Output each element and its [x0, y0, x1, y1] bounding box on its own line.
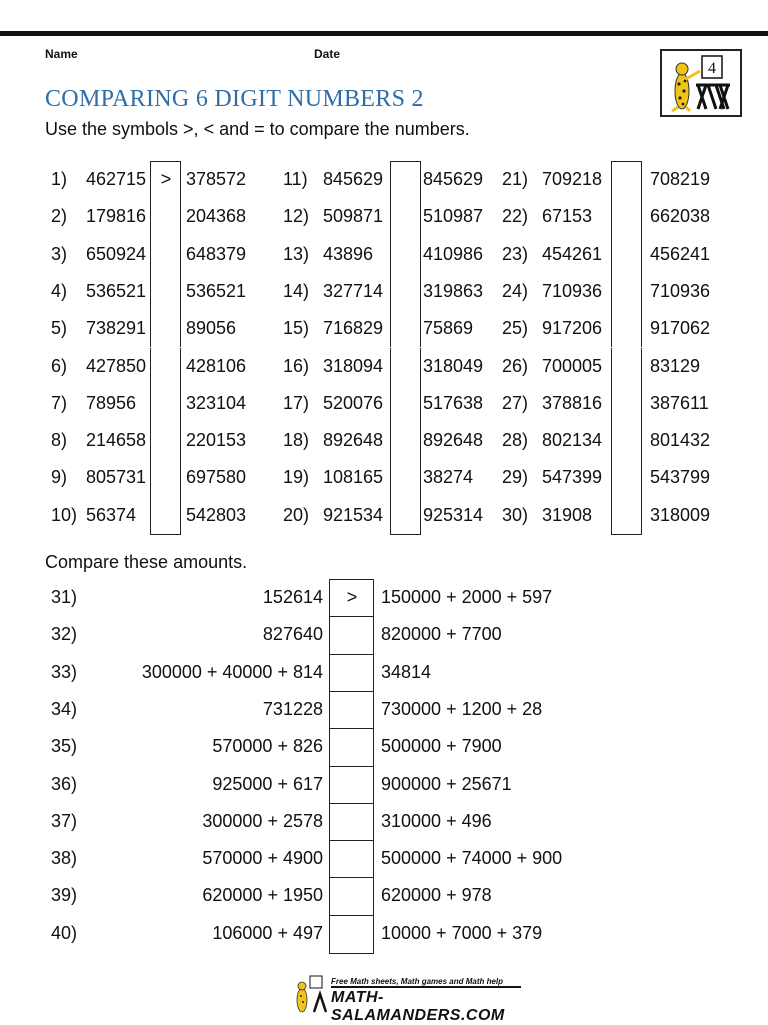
instructions: Use the symbols >, < and = to compare the numbers.: [45, 119, 470, 139]
problem-right-number: 510987: [423, 206, 484, 227]
problem-number: 26): [502, 355, 529, 376]
problem-number: 1): [51, 169, 68, 189]
amount-answer-box[interactable]: [329, 840, 374, 878]
amount-number: 36): [51, 773, 78, 794]
problem-number: 4): [51, 280, 68, 301]
problem-right-number: 319863: [423, 280, 484, 301]
problem-left-number: 709218: [542, 169, 603, 189]
problem-number: 12): [283, 206, 310, 227]
amount-left-expression: 300000 + 2578: [202, 810, 323, 831]
amount-number: 38): [51, 848, 78, 869]
problem-number: 27): [502, 392, 529, 413]
amount-number: 35): [51, 736, 78, 757]
problem-left-number: 892648: [323, 430, 384, 451]
amount-right-expression: 900000 + 25671: [381, 773, 512, 794]
footer-salamander-icon: [290, 974, 330, 1016]
logo-digit: 4: [708, 60, 716, 77]
footer-tagline: Free Math sheets, Math games and Math help: [331, 977, 504, 986]
problem-left-number: 43896: [323, 243, 374, 264]
problem-number: 21): [502, 169, 529, 189]
amount-left-expression: 106000 + 497: [212, 922, 323, 943]
answer-box[interactable]: [611, 198, 642, 235]
problem-number: 18): [283, 430, 310, 451]
problem-right-number: 845629: [423, 169, 484, 189]
answer-box[interactable]: [611, 459, 642, 496]
amount-answer-box[interactable]: [329, 877, 374, 915]
answer-box[interactable]: [390, 198, 421, 235]
footer: [290, 974, 530, 1024]
answer-box[interactable]: [390, 348, 421, 385]
problem-right-number: 75869: [423, 318, 474, 339]
problem-number: 16): [283, 355, 310, 376]
problem-right-number: 648379: [186, 243, 247, 264]
problem-number: 7): [51, 392, 68, 413]
amount-left-expression: 620000 + 1950: [202, 885, 323, 906]
amount-right-expression: 620000 + 978: [381, 885, 492, 906]
problem-number: 24): [502, 280, 529, 301]
problem-right-number: 801432: [650, 430, 711, 451]
amount-answer-box[interactable]: [329, 766, 374, 804]
name-label: Name: [45, 47, 78, 61]
answer-symbol: >: [160, 169, 172, 189]
problem-number: 9): [51, 467, 68, 488]
problem-right-number: 428106: [186, 355, 247, 376]
problem-number: 25): [502, 318, 529, 339]
amount-right-expression: 310000 + 496: [381, 810, 492, 831]
problem-left-number: 179816: [86, 206, 147, 227]
amount-left-expression: 152614: [262, 587, 323, 607]
answer-box[interactable]: [390, 161, 421, 199]
problem-left-number: 802134: [542, 430, 603, 451]
problem-left-number: 710936: [542, 280, 603, 301]
answer-box[interactable]: [611, 422, 642, 459]
problem-right-number: 917062: [650, 318, 711, 339]
problem-number: 20): [283, 504, 310, 525]
amount-answer-box[interactable]: [329, 691, 374, 729]
amount-number: 39): [51, 885, 78, 906]
problem-right-number: 410986: [423, 243, 484, 264]
answer-box[interactable]: [390, 459, 421, 496]
problem-number: 30): [502, 504, 529, 525]
amount-number: 31): [51, 587, 78, 607]
problem-left-number: 520076: [323, 392, 384, 413]
problem-right-number: 710936: [650, 280, 711, 301]
problem-number: 5): [51, 318, 68, 339]
problem-right-number: 697580: [186, 467, 247, 488]
amount-number: 33): [51, 661, 78, 682]
amount-answer-box[interactable]: [329, 616, 374, 654]
amount-left-expression: 731228: [262, 698, 323, 719]
answer-box[interactable]: [150, 273, 181, 310]
amount-number: 32): [51, 624, 78, 645]
problem-right-number: 542803: [186, 504, 247, 525]
problem-number: 10): [51, 504, 78, 525]
amount-right-expression: 500000 + 7900: [381, 736, 502, 757]
footer-divider: [331, 986, 521, 988]
problem-left-number: 700005: [542, 355, 603, 376]
problem-right-number: 378572: [186, 169, 247, 189]
problem-number: 29): [502, 467, 529, 488]
problem-left-number: 378816: [542, 392, 603, 413]
amount-answer-symbol: >: [346, 587, 358, 607]
problem-number: 28): [502, 430, 529, 451]
problem-right-number: 323104: [186, 392, 247, 413]
amount-left-expression: 925000 + 617: [212, 773, 323, 794]
answer-box[interactable]: [390, 273, 421, 310]
answer-box[interactable]: [150, 422, 181, 459]
problem-left-number: 318094: [323, 355, 384, 376]
answer-box[interactable]: [611, 497, 642, 535]
problem-left-number: 917206: [542, 318, 603, 339]
problem-left-number: 650924: [86, 243, 147, 264]
amount-right-expression: 150000 + 2000 + 597: [381, 587, 553, 607]
amount-answer-box[interactable]: [329, 728, 374, 766]
problem-left-number: 56374: [86, 504, 137, 525]
problem-right-number: 220153: [186, 430, 247, 451]
problem-right-number: 925314: [423, 504, 484, 525]
answer-box[interactable]: [390, 310, 421, 347]
answer-box[interactable]: [150, 348, 181, 385]
problem-number: 14): [283, 280, 310, 301]
amount-number: 40): [51, 922, 78, 943]
problem-left-number: 327714: [323, 280, 384, 301]
problem-number: 23): [502, 243, 529, 264]
problem-left-number: 462715: [86, 169, 147, 189]
problem-right-number: 517638: [423, 392, 484, 413]
problem-left-number: 454261: [542, 243, 603, 264]
footer-site: MATH-SALAMANDERS.COM: [331, 989, 505, 1024]
answer-box[interactable]: [150, 236, 181, 273]
problem-left-number: 214658: [86, 430, 147, 451]
amount-left-expression: 570000 + 826: [212, 736, 323, 757]
answer-box[interactable]: [390, 422, 421, 459]
problem-right-number: 38274: [423, 467, 474, 488]
problem-left-number: 427850: [86, 355, 147, 376]
problem-number: 6): [51, 355, 68, 376]
answer-box[interactable]: [611, 348, 642, 385]
problem-number: 8): [51, 430, 68, 451]
answer-box[interactable]: [611, 273, 642, 310]
answer-box[interactable]: [611, 385, 642, 422]
amount-right-expression: 820000 + 7700: [381, 624, 502, 645]
amount-answer-box[interactable]: [329, 915, 374, 954]
problem-right-number: 89056: [186, 318, 237, 339]
problem-number: 13): [283, 243, 310, 264]
problem-right-number: 543799: [650, 467, 711, 488]
amounts-heading: Compare these amounts.: [45, 552, 248, 572]
amount-number: 37): [51, 810, 78, 831]
amount-left-expression: 570000 + 4900: [202, 848, 323, 869]
problem-left-number: 509871: [323, 206, 384, 227]
answer-box[interactable]: [390, 385, 421, 422]
amount-left-expression: 827640: [262, 624, 323, 645]
amount-answer-box[interactable]: [329, 654, 374, 692]
amount-left-expression: 300000 + 40000 + 814: [141, 661, 323, 682]
date-label: Date: [314, 47, 341, 61]
problem-left-number: 921534: [323, 504, 384, 525]
problem-right-number: 318009: [650, 504, 711, 525]
problem-left-number: 31908: [542, 504, 593, 525]
problem-number: 19): [283, 467, 310, 488]
problem-number: 17): [283, 392, 310, 413]
page-title: COMPARING 6 DIGIT NUMBERS 2: [45, 86, 424, 112]
problem-right-number: 892648: [423, 430, 484, 451]
problem-left-number: 536521: [86, 280, 147, 301]
salamander-logo-icon: [660, 49, 742, 117]
problem-right-number: 662038: [650, 206, 711, 227]
top-rule: [0, 31, 768, 36]
answer-box[interactable]: [150, 310, 181, 347]
answer-box[interactable]: [611, 161, 642, 199]
answer-box[interactable]: [150, 497, 181, 535]
problem-left-number: 716829: [323, 318, 384, 339]
problem-left-number: 108165: [323, 467, 384, 488]
answer-box[interactable]: [611, 236, 642, 273]
amount-right-expression: 730000 + 1200 + 28: [381, 698, 543, 719]
problem-number: 22): [502, 206, 529, 227]
problem-left-number: 805731: [86, 467, 147, 488]
problem-number: 11): [283, 169, 308, 189]
problem-right-number: 536521: [186, 280, 247, 301]
problem-right-number: 83129: [650, 355, 701, 376]
amount-right-expression: 34814: [381, 661, 432, 682]
amount-right-expression: 10000 + 7000 + 379: [381, 922, 543, 943]
problem-number: 2): [51, 206, 68, 227]
amount-right-expression: 500000 + 74000 + 900: [381, 848, 563, 869]
problem-right-number: 204368: [186, 206, 247, 227]
problem-left-number: 67153: [542, 206, 593, 227]
problem-right-number: 456241: [650, 243, 711, 264]
problem-left-number: 78956: [86, 392, 137, 413]
amount-answer-box[interactable]: [329, 803, 374, 841]
problem-left-number: 547399: [542, 467, 603, 488]
problem-right-number: 708219: [650, 169, 711, 189]
answer-box[interactable]: [150, 385, 181, 422]
problem-right-number: 387611: [650, 392, 709, 413]
answer-box[interactable]: [390, 497, 421, 535]
problem-number: 3): [51, 243, 68, 264]
answer-box[interactable]: [150, 198, 181, 235]
amount-number: 34): [51, 698, 78, 719]
problem-left-number: 738291: [86, 318, 147, 339]
answer-box[interactable]: [390, 236, 421, 273]
problem-left-number: 845629: [323, 169, 384, 189]
problem-right-number: 318049: [423, 355, 484, 376]
problem-number: 15): [283, 318, 310, 339]
answer-box[interactable]: [150, 459, 181, 496]
answer-box[interactable]: [611, 310, 642, 347]
